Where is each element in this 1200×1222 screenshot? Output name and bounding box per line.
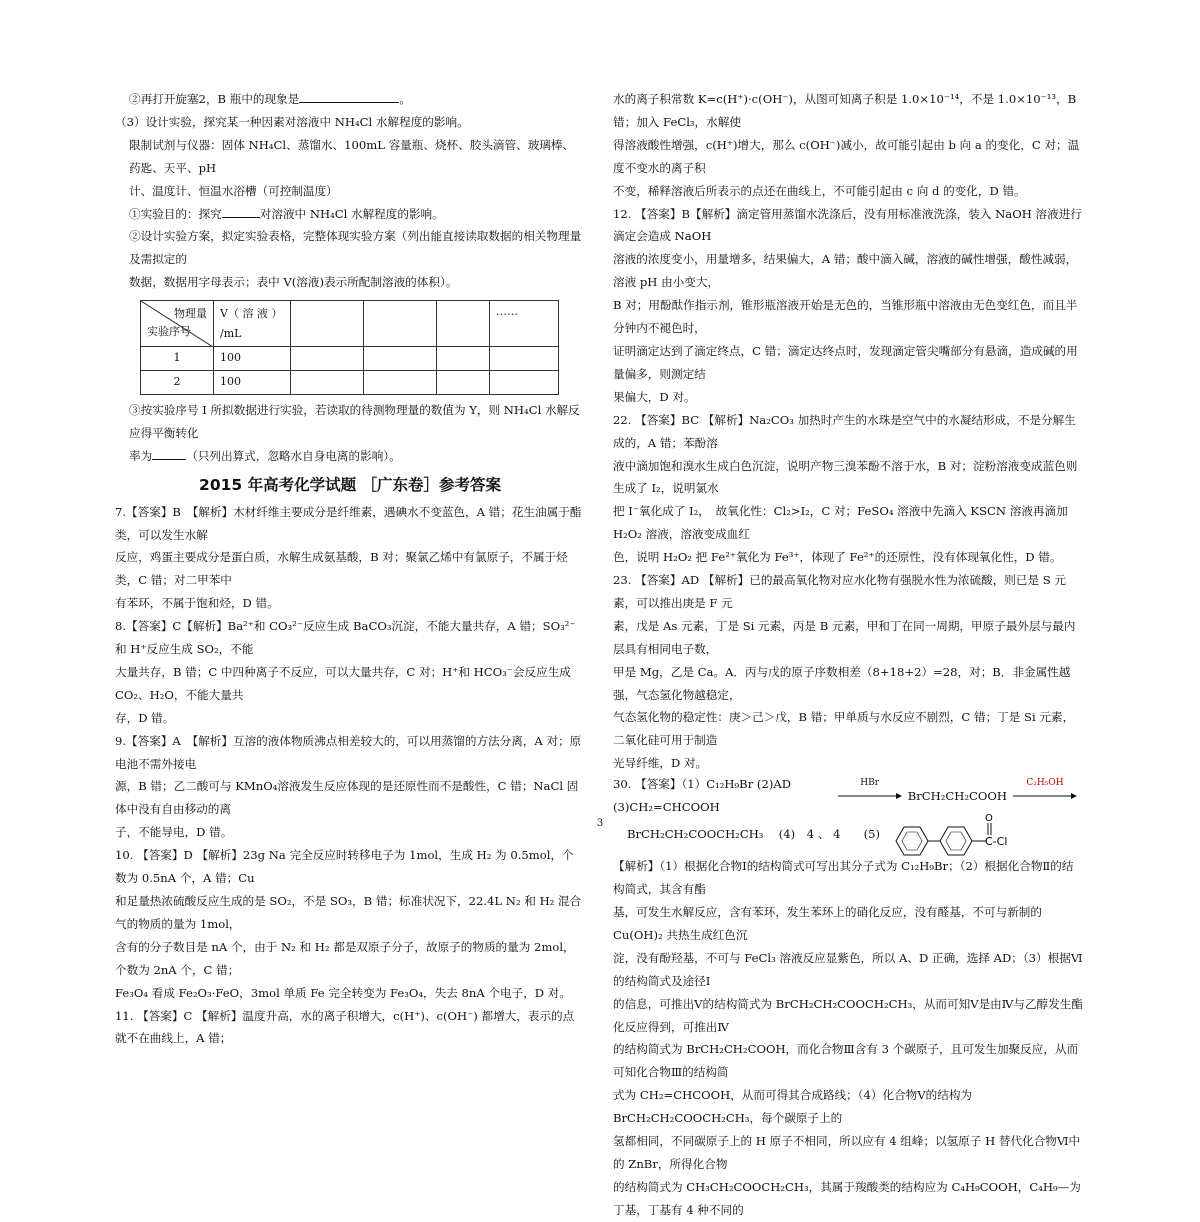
- answer-30-start: 30. 【答案】（1）C₁₂H₉Br (2)AD (3)CH₂=CHCOOH: [613, 777, 807, 815]
- answer-list: [115, 501, 585, 1051]
- table-row: 1 100: [141, 347, 559, 371]
- header-ellipsis: ……: [490, 301, 559, 347]
- answer-line: 12. 【答案】B【解析】滴定管用蒸馏水洗涤后，没有用标准液洗涤，装入 NaOH 溶液进行滴定会造成 NaOH: [613, 206, 1082, 244]
- answer-line: 的结构简式为 BrCH₂CH₂COOH，而化合物Ⅲ含有 3 个碳原子，且可发生加聚反应，从而可知化合物Ⅲ的结构简: [613, 1042, 1079, 1080]
- answer-line: 源，B 错；乙二酸可与 KMnO₄溶液发生反应体现的是还原性而不是酸性，C 错；NaCl 固体中没有自由移动的离: [115, 779, 579, 817]
- right-column: [613, 88, 1083, 1222]
- answer-line: B 对；用酚酞作指示剂，锥形瓶溶液开始是无色的，当锥形瓶中溶液由无色变红色，而且半分钟内不褪色时，: [613, 298, 1078, 336]
- question-text: ②再打开旋塞2，B 瓶中的现象是: [129, 92, 300, 106]
- answer-line: 的结构简式为 CH₃CH₂COOCH₂CH₃，其属于羧酸类的结构应为 C₄H₉COOH，C₄H₉—为丁基，丁基有 4 种不同的: [613, 1179, 1081, 1217]
- answer-line: 液中滴加饱和溴水生成白色沉淀，说明产物三溴苯酚不溶于水，B 对；淀粉溶液变成蓝色则生成了 I₂，说明氯水: [613, 458, 1078, 496]
- question-text: ①实验目的：探究: [129, 206, 222, 221]
- answer-blank: [222, 217, 260, 218]
- acyl-chloride-label: C-Cl: [985, 835, 1008, 849]
- answer-line: 素，戊是 As 元素，丁是 Si 元素，丙是 B 元素，甲和丁在同一周期，甲原子最外层与最内层具有相同电子数，: [613, 618, 1076, 656]
- answer-line: 9.【答案】A 【解析】互溶的液体物质沸点相差较大的，可以用蒸馏的方法分离，A 对；原电池不需外接电: [115, 733, 582, 771]
- empty-cell: [364, 301, 437, 347]
- answer-11-continued: [613, 88, 1083, 203]
- header-volume: V（ 溶 液 ） /mL: [214, 301, 291, 347]
- intermediate-product: BrCH₂CH₂COOH: [907, 788, 1007, 803]
- answer-line: 证明滴定达到了滴定终点，C 错；滴定达终点时，发现滴定管尖嘴部分有悬滴，造成碱的用量偏多，则测定结: [613, 343, 1078, 381]
- answer-item: [115, 501, 585, 616]
- answer-line: 7.【答案】B 【解析】木材纤维主要成分是纤维素，遇碘水不变蓝色，A 错；花生油属于酯类，可以发生水解: [115, 504, 582, 542]
- answer-line: 含有的分子数目是 nA 个，由于 N₂ 和 H₂ 都是双原子分子，故原子的物质的量为 2mol，个数为 2nA 个，C 错；: [115, 939, 575, 977]
- question-text: 率为: [129, 448, 153, 463]
- answer-30-explanation: [613, 855, 1083, 1222]
- answer-line: 基，可发生水解反应，含有苯环，发生苯环上的硝化反应，没有醛基，不可与新制的 Cu(OH)₂ 共热生成红色沉: [613, 905, 1042, 942]
- answer-line: 大量共存，B 错；C 中四种离子不反应，可以大量共存，C 对；H⁺和 HCO₃⁻会反应生成 CO₂、H₂O，不能大量共: [115, 664, 571, 702]
- question-line: （3）设计实验，探究某一种因素对溶液中 NH₄Cl 水解程度的影响。: [115, 114, 469, 129]
- page-number: 3: [596, 818, 604, 829]
- answer-line: 【解析】（1）根据化合物Ⅰ的结构简式可写出其分子式为 C₁₂H₉Br；（2）根据化合物Ⅱ的结构简式，其含有酯: [613, 859, 1074, 897]
- left-column: [115, 88, 585, 1050]
- question-line: ③按实验序号 I 所拟数据进行实验，若读取的待测物理量的数值为 Y，则 NH₄Cl 水解反应得平衡转化: [129, 402, 580, 440]
- answer-line: 光导纤维，D 对。: [613, 756, 708, 771]
- answer-blank: [299, 102, 399, 103]
- answer-30-line1: [613, 777, 1083, 815]
- answer-blank: [152, 459, 186, 460]
- answer-line: 存，D 错。: [115, 710, 175, 725]
- answer-line: 的信息，可推出Ⅴ的结构简式为 BrCH₂CH₂COOCH₂CH₃，从而可知Ⅴ是由Ⅳ与乙醇发生酯化反应得到，可推出Ⅳ: [613, 996, 1083, 1034]
- question-line: 限制试剂与仪器：固体 NH₄Cl、蒸馏水、100mL 容量瓶、烧杯、胶头滴管、玻璃棒、药匙、天平、pH: [129, 137, 575, 175]
- question-line: [115, 445, 585, 468]
- answer-line: 水的离子积常数 K=c(H⁺)·c(OH⁻)，从图可知离子积是 1.0×10⁻¹⁴，不是 1.0×10⁻¹³，B 错；加入 FeCl₃，水解使: [613, 92, 1077, 129]
- answer-line: 11. 【答案】C 【解析】温度升高，水的离子积增大，c(H⁺)、c(OH⁻) 都增大，表示的点就不在曲线上，A 错；: [115, 1008, 575, 1046]
- reaction-arrow-ethanol: C₂H₅OH: [1013, 785, 1077, 808]
- answers-heading: 2015 年高考化学试题 ［广东卷］参考答案: [199, 475, 501, 494]
- answer-30-products: BrCH₂CH₂COOCH₂CH₃ (4) 4 、 4 (5): [627, 826, 881, 841]
- empty-cell: [437, 301, 490, 347]
- empty-cell: [291, 301, 364, 347]
- answer-line: 得溶液酸性增强，c(H⁺)增大，那么 c(OH⁻)减小，故可能引起由 b 向 a 的变化，C 对；温度不变水的离子积: [613, 137, 1080, 175]
- answer-line: 氢都相同，不同碳原子上的 H 原子不相同，所以应有 4 组峰；以氢原子 H 替代化合物Ⅵ中的 ZnBr，所得化合物: [613, 1134, 1081, 1171]
- answer-line: 和足量热浓硫酸反应生成的是 SO₂，不是 SO₃，B 错；标准状况下，22.4L N₂ 和 H₂ 混合气的物质的量为 1mol，: [115, 894, 582, 931]
- table-row: 2 100: [141, 371, 559, 395]
- header-quantity: 物理量: [174, 307, 207, 321]
- reaction-arrow-hbr: HBr: [838, 785, 902, 808]
- oxygen-label: O: [985, 813, 993, 825]
- answer-line: 淀，没有酚羟基，不可与 FeCl₃ 溶液反应显紫色，所以 A、D 正确，选择 AD；（3）根据Ⅵ的结构简式及途径Ⅰ: [613, 950, 1083, 988]
- answer-line: 果偏大，D 对。: [613, 389, 696, 404]
- answer-line: 23. 【答案】AD 【解析】已的最高氧化物对应水化物有强脱水性为浓硫酸，则已是 S 元素，可以推出庚是 F 元: [613, 573, 1066, 610]
- answer-line: 气态氢化物的稳定性：庚＞己＞戊，B 错；甲单质与水反应不剧烈，C 错；丁是 Si 元素，二氧化硅可用于制造: [613, 710, 1075, 748]
- answer-22: [613, 409, 1083, 569]
- answer-23: [613, 569, 1083, 775]
- question-line: [115, 88, 585, 111]
- answer-line: Fe₃O₄ 看成 Fe₂O₃·FeO，3mol 单质 Fe 完全转变为 Fe₃O₄，失去 8nA 个电子，D 对。: [115, 985, 571, 1000]
- experiment-table: [140, 300, 559, 395]
- answer-item: [115, 1005, 585, 1051]
- question-text: （只列出算式，忽略水自身电离的影响）。: [186, 448, 401, 463]
- answer-line: 22. 【答案】BC 【解析】Na₂CO₃ 加热时产生的水珠是空气中的水凝结形成，不是分解生成的，A 错；苯酚溶: [613, 412, 1076, 450]
- answer-line: 有苯环，不属于饱和烃，D 错。: [115, 596, 279, 611]
- answer-line: 把 I⁻氧化成了 I₂， 故氧化性：Cl₂>I₂，C 对；FeSO₄ 溶液中先滴入 KSCN 溶液再滴加 H₂O₂ 溶液，溶液变成血红: [613, 504, 1068, 542]
- answer-item: [115, 615, 585, 730]
- answer-item: [115, 844, 585, 1004]
- answer-12: [613, 203, 1083, 409]
- question-line: [115, 203, 585, 226]
- answer-line: 8.【答案】C【解析】Ba²⁺和 CO₃²⁻反应生成 BaCO₃沉淀，不能大量共存，A 错；SO₃²⁻和 H⁺反应生成 SO₂，不能: [115, 619, 576, 657]
- answer-line: 色，说明 H₂O₂ 把 Fe²⁺氧化为 Fe³⁺，体现了 Fe²⁺的还原性，没有体现氧化性，D 错。: [613, 550, 1062, 565]
- question-line: ②设计实验方案，拟定实验表格，完整体现实验方案（列出能直接读取数据的相关物理量及需拟定的: [129, 229, 582, 267]
- answer-line: 反应，鸡蛋主要成分是蛋白质，水解生成氨基酸，B 对；聚氯乙烯中有氯原子，不属于烃类，C 错；对二甲苯中: [115, 550, 568, 588]
- question-text: 对溶液中 NH₄Cl 水解程度的影响。: [259, 206, 444, 221]
- answer-line: 不变，稀释溶液后所表示的点还在曲线上，不可能引起由 c 向 d 的变化，D 错。: [613, 183, 1026, 198]
- answer-line: 甲是 Mg，乙是 Ca。A．丙与戊的原子序数相差（8+18+2）=28，对；B．非金属性越强，气态氢化物越稳定，: [613, 664, 1071, 702]
- diagonal-header-cell: [141, 301, 214, 347]
- answer-line: 子，不能导电，D 错。: [115, 825, 233, 840]
- answer-line: 10. 【答案】D 【解析】23g Na 完全反应时转移电子为 1mol，生成 H₂ 为 0.5mol，个数为 0.5nA 个，A 错；Cu: [115, 848, 574, 886]
- header-experiment-no: 实验序号: [147, 325, 191, 339]
- question-line: 计、温度计、恒温水浴槽（可控制温度）: [129, 183, 338, 198]
- question-text: 。: [399, 92, 411, 106]
- question-line: 数据，数据用字母表示；表中 V(溶液)表示所配制溶液的体积）。: [129, 275, 458, 290]
- answer-line: 溶液的浓度变小，用量增多，结果偏大，A 错；酸中滴入碱，溶液的碱性增强，酸性减弱，溶液 pH 由小变大，: [613, 252, 1078, 290]
- answer-line: 式为 CH₂=CHCOOH，从而可得其合成路线；（4）化合物Ⅴ的结构为 BrCH₂CH₂COOCH₂CH₃，每个碳原子上的: [613, 1088, 973, 1126]
